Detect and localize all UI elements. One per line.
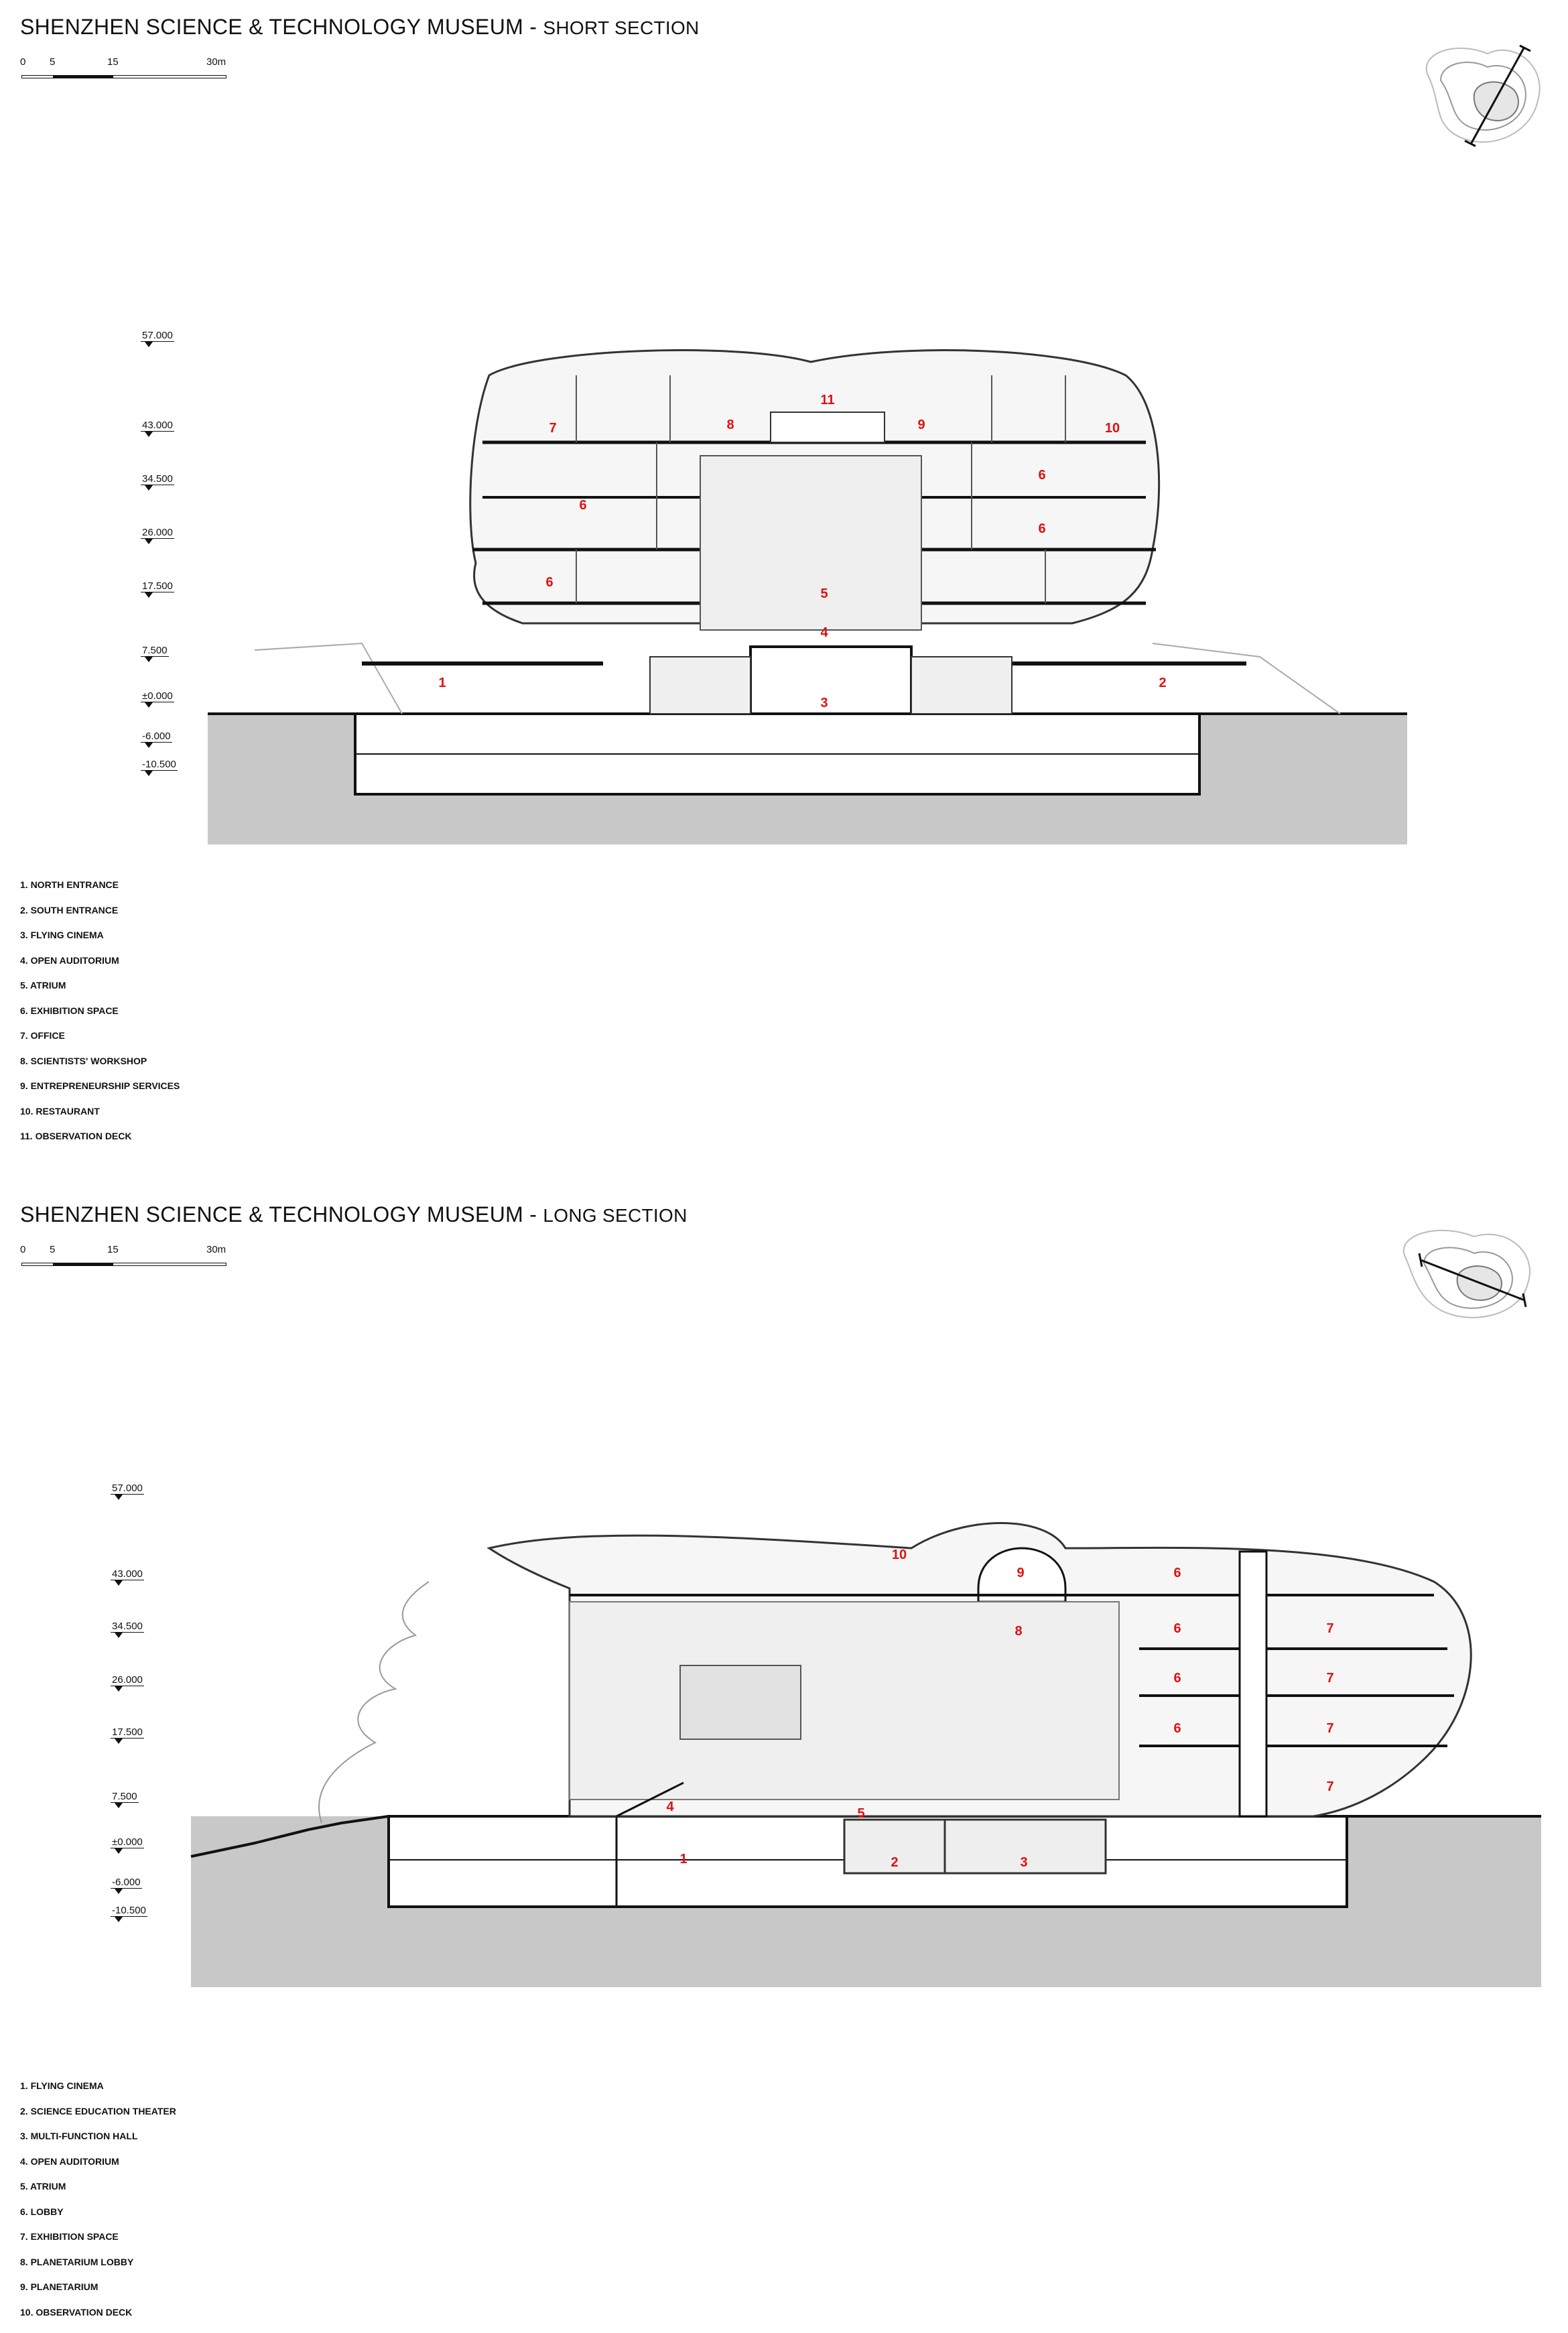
short-room-number: 2 <box>1159 676 1167 690</box>
long-room-number: 2 <box>891 1855 899 1870</box>
short-legend <box>20 879 180 1156</box>
long-section-title: SHENZHEN SCIENCE & TECHNOLOGY MUSEUM - LONG SECTION <box>20 1202 688 1226</box>
long-level-marker: -10.500 <box>111 1905 147 1917</box>
long-room-number: 7 <box>1326 1621 1334 1636</box>
legend-item: 1. FLYING CINEMA <box>20 2080 104 2091</box>
long-room-number: 7 <box>1326 1671 1334 1686</box>
key-plan-short-icon <box>1414 27 1555 161</box>
long-room-number: 6 <box>1173 1721 1181 1736</box>
short-room-number: 3 <box>820 696 828 710</box>
short-section-subtitle: SHORT SECTION <box>543 17 700 38</box>
short-section-drawing <box>201 349 1421 844</box>
legend-item: 7. EXHIBITION SPACE <box>20 2231 119 2242</box>
legend-item: 9. ENTREPRENEURSHIP SERVICES <box>20 1080 180 1091</box>
legend-item: 10. RESTAURANT <box>20 1105 100 1117</box>
legend-item: 1. NORTH ENTRANCE <box>20 879 119 890</box>
short-room-number: 10 <box>1104 421 1120 436</box>
long-section-drawing <box>174 1501 1555 2004</box>
long-room-number: 8 <box>1015 1624 1023 1639</box>
short-room-number: 6 <box>579 498 587 513</box>
short-level-marker: 43.000 <box>141 420 174 432</box>
legend-item: 8. PLANETARIUM LOBBY <box>20 2256 134 2267</box>
short-room-number: 6 <box>545 575 553 590</box>
short-level-marker: 7.500 <box>141 645 169 657</box>
key-plan-long-icon <box>1394 1213 1548 1334</box>
short-level-marker: -10.500 <box>141 759 178 771</box>
legend-item: 9. PLANETARIUM <box>20 2281 99 2292</box>
long-level-marker: 17.500 <box>111 1726 144 1739</box>
short-room-number: 9 <box>917 418 925 432</box>
long-legend <box>20 2080 176 2332</box>
short-level-marker: ±0.000 <box>141 690 174 702</box>
legend-item: 7. OFFICE <box>20 1030 65 1041</box>
long-level-marker: -6.000 <box>111 1877 142 1889</box>
short-level-marker: 26.000 <box>141 527 174 539</box>
long-room-number: 7 <box>1326 1721 1334 1736</box>
legend-item: 6. EXHIBITION SPACE <box>20 1005 119 1016</box>
long-level-marker: 7.500 <box>111 1791 139 1803</box>
short-scale-bar: 0 5 15 30m <box>20 56 235 83</box>
legend-item: 5. ATRIUM <box>20 980 66 991</box>
short-room-number: 11 <box>820 393 835 407</box>
long-scale-bar: 0 5 15 30m <box>20 1244 235 1271</box>
short-level-marker: 34.500 <box>141 473 174 485</box>
legend-item: 3. MULTI-FUNCTION HALL <box>20 2131 138 2141</box>
long-level-marker: 57.000 <box>111 1483 144 1495</box>
long-level-marker: ±0.000 <box>111 1836 144 1848</box>
long-room-number: 6 <box>1173 1621 1181 1636</box>
long-level-marker: 26.000 <box>111 1674 144 1686</box>
short-section-title: SHENZHEN SCIENCE & TECHNOLOGY MUSEUM - SHORT SECTION <box>20 15 700 39</box>
short-room-number: 4 <box>820 625 828 640</box>
long-room-number: 3 <box>1020 1855 1028 1870</box>
legend-item: 10. OBSERVATION DECK <box>20 2306 133 2318</box>
legend-item: 4. OPEN AUDITORIUM <box>20 2155 119 2167</box>
long-level-marker: 34.500 <box>111 1621 144 1633</box>
short-level-marker: -6.000 <box>141 731 172 743</box>
legend-item: 2. SCIENCE EDUCATION THEATER <box>20 2105 176 2117</box>
long-room-number: 1 <box>679 1852 688 1867</box>
short-level-marker: 57.000 <box>141 330 174 342</box>
legend-item: 5. ATRIUM <box>20 2181 66 2192</box>
legend-item: 8. SCIENTISTS' WORKSHOP <box>20 1055 147 1066</box>
long-room-number: 6 <box>1173 1566 1181 1580</box>
short-room-number: 1 <box>438 676 446 690</box>
legend-item: 2. SOUTH ENTRANCE <box>20 904 119 916</box>
short-room-number: 8 <box>726 418 734 432</box>
short-level-marker: 17.500 <box>141 580 174 592</box>
short-room-number: 6 <box>1038 521 1046 536</box>
long-room-number: 9 <box>1017 1566 1025 1580</box>
legend-item: 3. FLYING CINEMA <box>20 930 104 940</box>
long-level-marker: 43.000 <box>111 1568 144 1580</box>
short-room-number: 5 <box>820 586 828 601</box>
legend-item: 6. LOBBY <box>20 2206 64 2217</box>
long-section-subtitle: LONG SECTION <box>543 1205 688 1226</box>
long-room-number: 7 <box>1326 1779 1334 1794</box>
long-room-number: 5 <box>857 1806 865 1821</box>
long-room-number: 4 <box>666 1800 674 1814</box>
legend-item: 11. OBSERVATION DECK <box>20 1131 132 1141</box>
short-room-number: 7 <box>549 421 557 436</box>
short-room-number: 6 <box>1038 468 1046 483</box>
long-room-number: 10 <box>891 1548 907 1562</box>
legend-item: 4. OPEN AUDITORIUM <box>20 954 119 966</box>
long-room-number: 6 <box>1173 1671 1181 1686</box>
